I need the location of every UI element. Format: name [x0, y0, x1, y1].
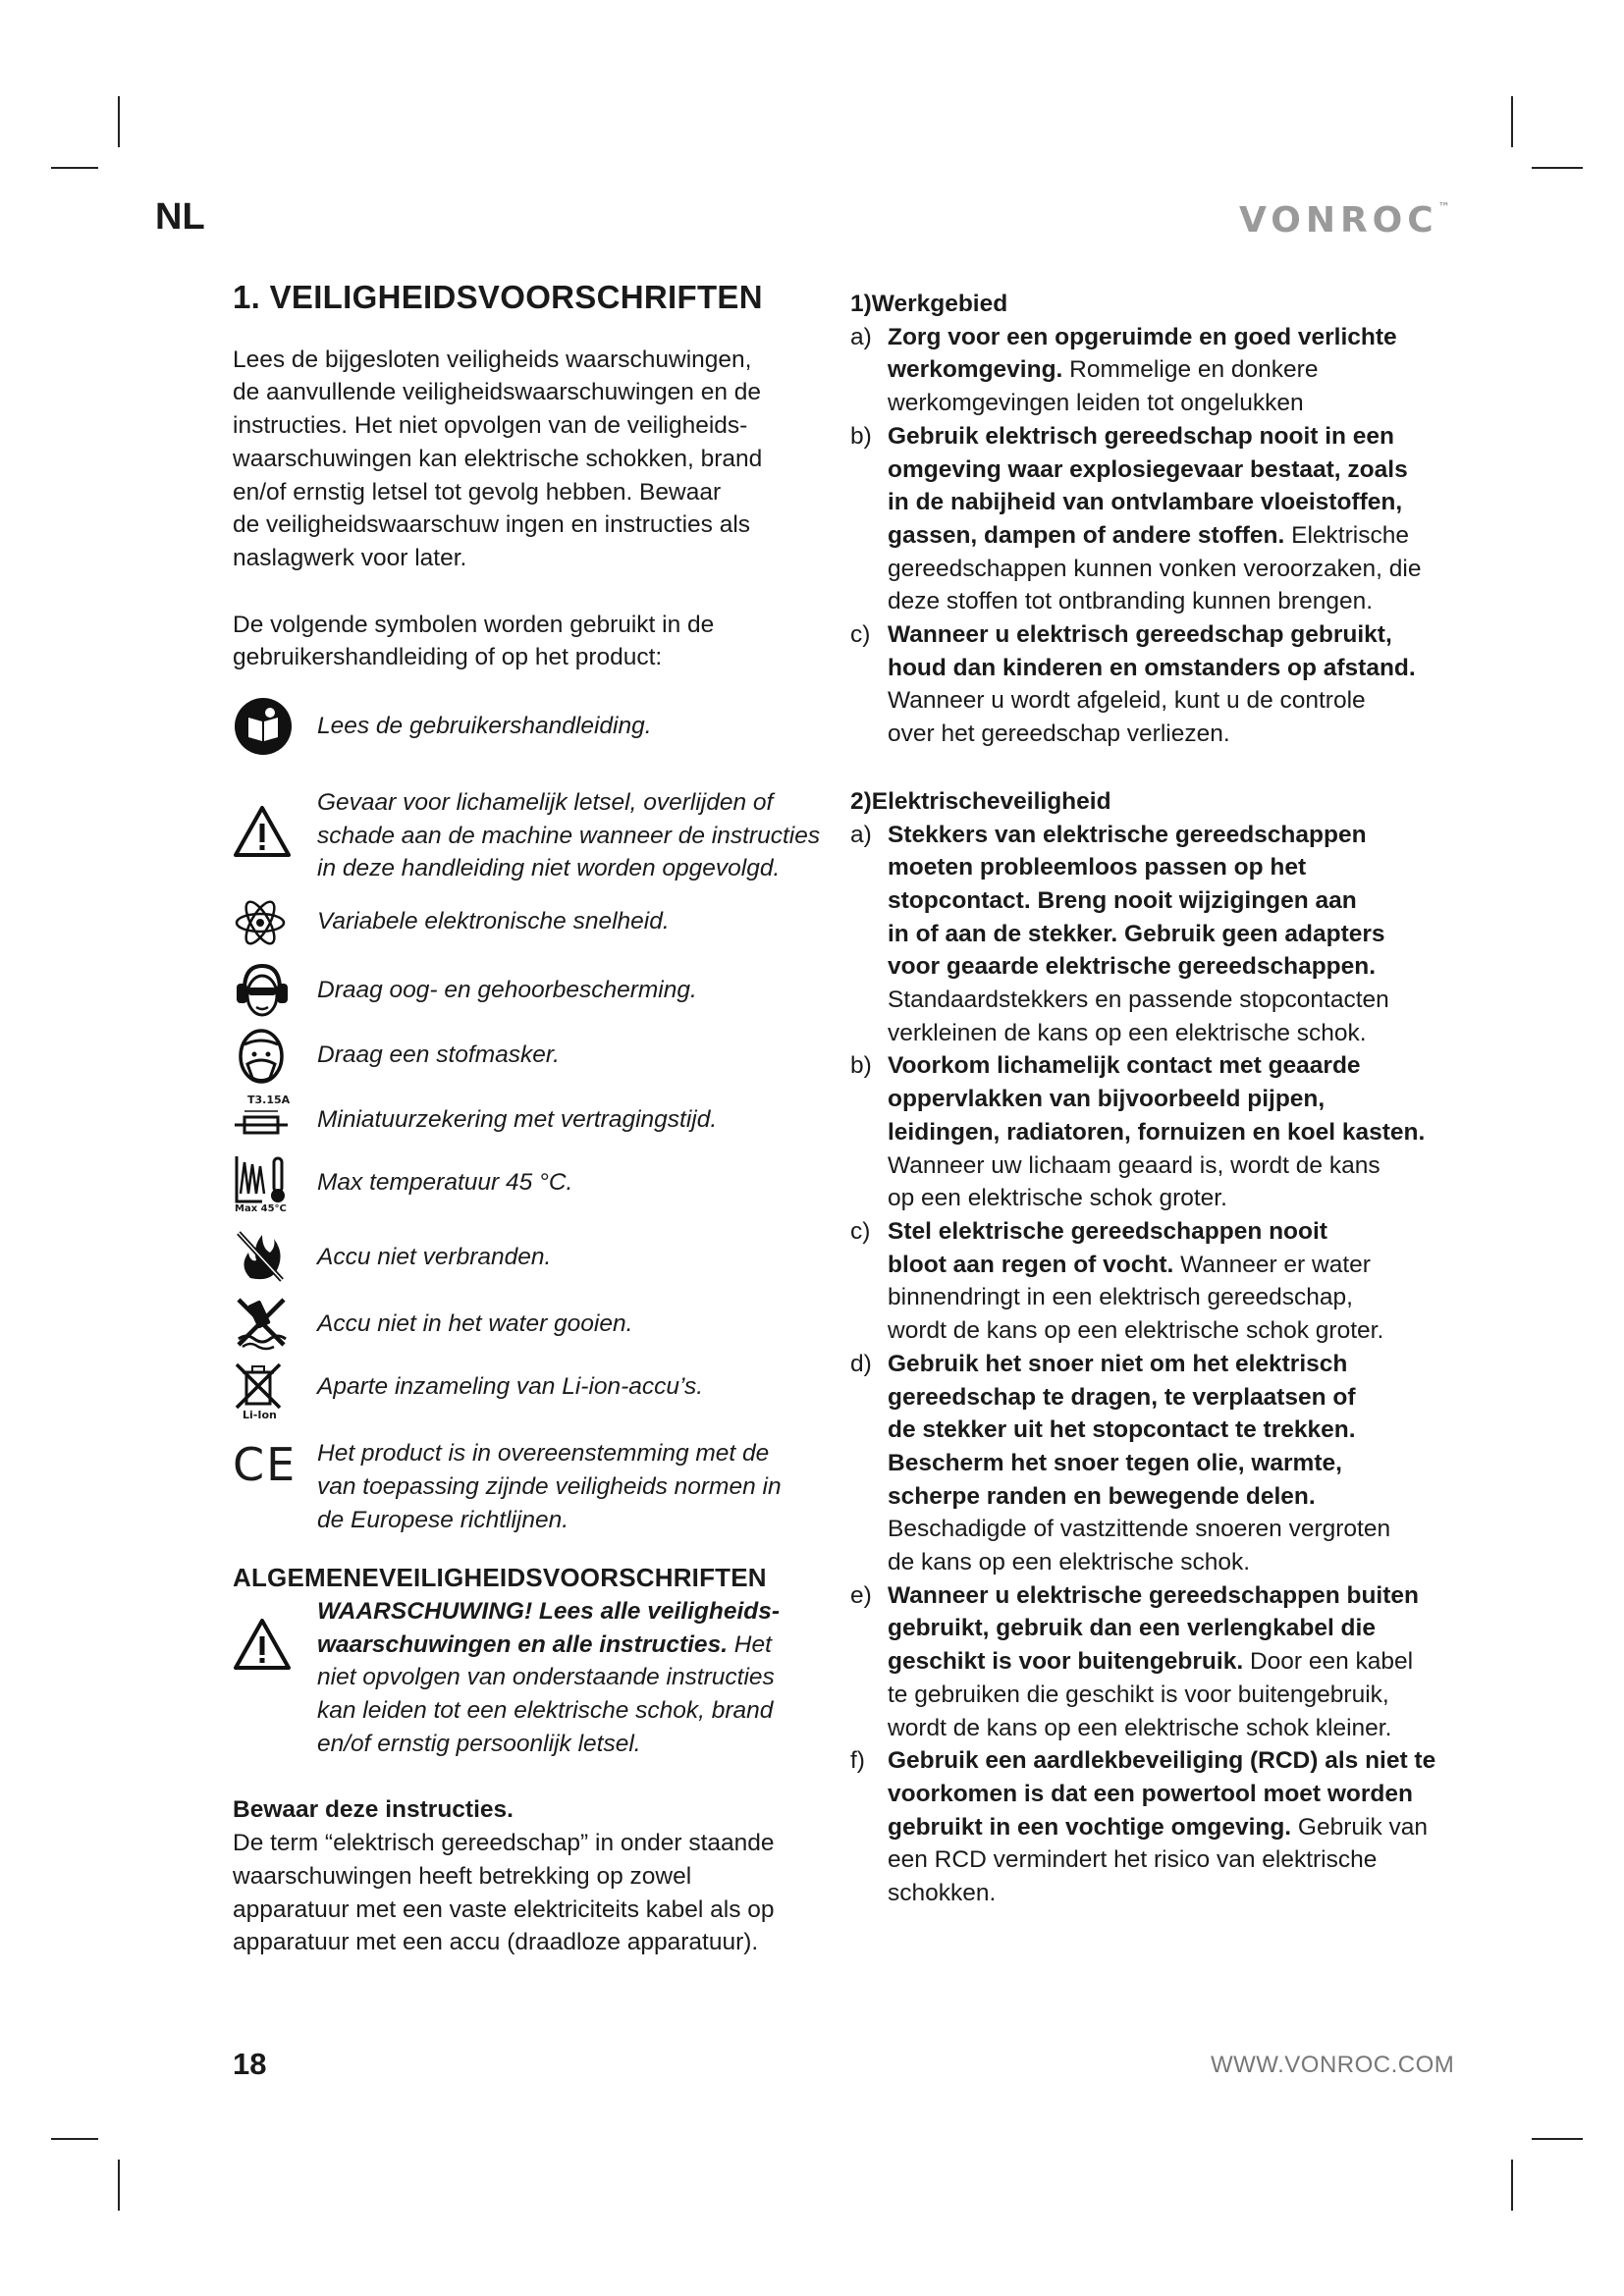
intro-paragraph [233, 344, 832, 575]
item-text: de kans op een elektrische schok. [888, 1549, 1251, 1576]
work-area-title: 1)Werkgebied [850, 291, 1008, 317]
weee-icon-label: Li-Ion [243, 1409, 277, 1422]
symbol-text: Draag een stofmasker. [317, 1041, 560, 1069]
item-bold-line: Stel elektrische gereedschappen nooit [888, 1217, 1327, 1245]
weee-li-ion-icon [233, 1361, 301, 1425]
crop-mark-bottom-left-h [51, 2138, 98, 2140]
dust-mask-icon [233, 1029, 301, 1088]
item-letter: b) [850, 422, 872, 450]
item-text: schokken. [888, 1880, 997, 1907]
website-link[interactable]: WWW.VONROC.COM [1211, 2052, 1455, 2078]
item-bold-line: Bescherm het snoer tegen olie, warmte, [888, 1449, 1342, 1476]
fuse-icon-label: T3.15A [247, 1094, 291, 1107]
symbols-intro [233, 609, 832, 674]
item-text: Gebruik van [1291, 1813, 1429, 1841]
warning-text: kan leiden tot een elektrische schok, brand [317, 1697, 774, 1725]
crop-mark-bottom-right-v [1511, 2160, 1513, 2211]
intro-line: naslagwerk voor later. [233, 544, 467, 571]
ce-mark-text: CE [233, 1438, 298, 1492]
no-water-battery-icon [233, 1294, 301, 1351]
item-bold-line: scherpe randen en bewegende delen. [888, 1482, 1316, 1510]
symbol-text: Aparte inzameling van Li-ion-accu’s. [317, 1373, 704, 1401]
item-bold-line: in of aan de stekker. Gebruik geen adapters [888, 920, 1385, 947]
symbol-text: Gevaar voor lichamelijk letsel, overlijden of [317, 789, 774, 817]
intro-line: de veiligheidswaarschuw ingen en instructies als [233, 511, 751, 539]
eye-ear-protection-icon [233, 962, 301, 1019]
symbol-weee-li-ion [233, 1361, 832, 1425]
electrical-item-c [850, 1215, 1464, 1348]
symbol-eye-ear-protection [233, 962, 832, 1019]
electrical-item-d [850, 1348, 1464, 1579]
max-temperature-icon-label: Max 45°C [235, 1203, 287, 1215]
page-title: 1. VEILIGHEIDSVOORSCHRIFTEN [233, 279, 763, 315]
brand-logo [1239, 200, 1450, 240]
symbol-fuse [233, 1094, 832, 1141]
intro-line: instructies. Het niet opvolgen van de veiligheids- [233, 412, 748, 440]
ce-mark-icon [233, 1437, 301, 1492]
item-text: Elektrische [1284, 521, 1409, 549]
item-bold-line: Wanneer u elektrisch gereedschap gebruikt, [888, 621, 1392, 649]
item-bold-line: omgeving waar explosiegevaar bestaat, zoals [888, 455, 1408, 483]
item-letter: a) [850, 821, 872, 848]
intro-line: de aanvullende veiligheidswaarschuwingen en de [233, 379, 762, 406]
electrical-item-a [850, 819, 1464, 1050]
fuse-icon [233, 1094, 301, 1141]
warning-text: niet opvolgen van onderstaande instructies [317, 1664, 775, 1691]
item-bold-line: gebruikt in een vochtige omgeving. [888, 1813, 1292, 1841]
symbol-ce [233, 1437, 832, 1536]
item-bold-line: Voorkom lichamelijk contact met geaarde [888, 1052, 1361, 1080]
symbol-text: Accu niet in het water gooien. [317, 1310, 633, 1338]
keep-instructions-title: Bewaar deze instructies. [233, 1796, 514, 1824]
item-letter: a) [850, 323, 872, 350]
symbol-text: in deze handleiding niet worden opgevolgd. [317, 855, 781, 882]
intro-line: Lees de bijgesloten veiligheids waarschuwingen, [233, 346, 752, 373]
item-bold-line: voorkomen is dat een powertool moet worden [888, 1780, 1413, 1807]
item-bold-line: moeten probleemloos passen op het [888, 854, 1307, 881]
symbol-text: Miniatuurzekering met vertragingstijd. [317, 1106, 718, 1134]
item-bold-line: houd dan kinderen en omstanders op afstand. [888, 654, 1416, 681]
keep-line: waarschuwingen heeft betrekking op zowel [233, 1862, 692, 1890]
item-text: Rommelige en donkere [1062, 356, 1319, 384]
symbol-no-water [233, 1294, 832, 1351]
item-bold-line: geschikt is voor buitengebruik. [888, 1648, 1244, 1676]
crop-mark-top-right-v [1511, 96, 1513, 147]
item-bold-line: voor geaarde elektrische gereedschappen. [888, 953, 1377, 981]
symbol-text: Accu niet verbranden. [317, 1244, 552, 1271]
item-bold-line: stopcontact. Breng nooit wijzigingen aan [888, 886, 1357, 914]
item-bold-line: Zorg voor een opgeruimde en goed verlichte [888, 323, 1397, 350]
item-text: Wanneer er water [1173, 1251, 1371, 1278]
item-text: wordt de kans op een elektrische schok kleiner. [888, 1714, 1392, 1741]
item-letter: c) [850, 1217, 871, 1245]
symbol-dust-mask [233, 1029, 832, 1088]
crop-mark-top-left-v [118, 96, 120, 147]
no-burn-battery-icon [233, 1227, 301, 1284]
warning-text: Het [728, 1630, 772, 1658]
electrical-item-b [850, 1049, 1464, 1215]
item-letter: f) [850, 1747, 865, 1775]
symbol-text: Het product is in overeenstemming met de [317, 1440, 770, 1468]
work-area-item-c [850, 618, 1464, 751]
warning-bold-line: WAARSCHUWING! Lees alle veiligheids- [317, 1597, 781, 1625]
warning-text: en/of ernstig persoonlijk letsel. [317, 1730, 641, 1757]
language-code: NL [155, 196, 205, 238]
item-bold-line: oppervlakken van bijvoorbeeld pijpen, [888, 1086, 1326, 1113]
symbols-intro-line: gebruikershandleiding of op het product: [233, 644, 663, 671]
item-letter: d) [850, 1350, 872, 1377]
item-text: Beschadigde of vastzittende snoeren vergroten [888, 1516, 1391, 1543]
symbol-text: van toepassing zijnde veiligheids normen in [317, 1472, 782, 1500]
warning-bold-line: waarschuwingen en alle instructies. [317, 1630, 728, 1658]
item-text: een RCD vermindert het risico van elektrische [888, 1846, 1378, 1874]
item-text: Door een kabel [1243, 1648, 1414, 1676]
item-bold-line: gereedschap te dragen, te verplaatsen of [888, 1383, 1356, 1411]
symbol-text: de Europese richtlijnen. [317, 1506, 569, 1533]
brand-trademark: ™ [1437, 200, 1450, 214]
max-temperature-icon [233, 1152, 301, 1217]
left-column [233, 281, 832, 1959]
crop-mark-top-right-h [1532, 167, 1583, 169]
item-bold-line: Wanneer u elektrische gereedschappen buiten [888, 1581, 1419, 1609]
item-bold-line: werkomgeving. [888, 356, 1063, 384]
item-text: gereedschappen kunnen vonken veroorzaken, die [888, 555, 1422, 582]
intro-line: en/of ernstig letsel tot gevolg hebben. Bewaar [233, 478, 722, 506]
general-safety-title: ALGEMENEVEILIGHEIDSVOORSCHRIFTEN [233, 1563, 767, 1593]
work-area-item-a [850, 321, 1464, 420]
item-text: Wanneer u wordt afgeleid, kunt u de controle [888, 687, 1366, 715]
symbol-text: schade aan de machine wanneer de instructies [317, 822, 821, 849]
work-area-item-b [850, 420, 1464, 618]
item-text: Wanneer uw lichaam geaard is, wordt de kans [888, 1151, 1380, 1179]
item-bold-line: Gebruik elektrisch gereedschap nooit in een [888, 422, 1395, 450]
keep-line: apparatuur met een accu (draadloze apparatuur). [233, 1929, 759, 1956]
item-bold-line: gassen, dampen of andere stoffen. [888, 521, 1285, 549]
item-text: over het gereedschap verliezen. [888, 721, 1230, 748]
general-warning [233, 1595, 832, 1761]
item-bold-line: Gebruik een aardlekbeveiliging (RCD) als niet te [888, 1747, 1436, 1775]
item-bold-line: bloot aan regen of vocht. [888, 1251, 1174, 1278]
brand-logo-text: VONROC [1239, 200, 1438, 240]
item-text: wordt de kans op een elektrische schok groter. [888, 1317, 1384, 1345]
item-text: werkomgevingen leiden tot ongelukken [888, 390, 1304, 417]
warning-triangle-icon [233, 786, 301, 859]
electrical-item-f [850, 1744, 1464, 1910]
symbol-warning [233, 786, 832, 885]
item-bold-line: in de nabijheid van ontvlambare vloeistoffen, [888, 489, 1403, 516]
electrical-item-e [850, 1579, 1464, 1745]
item-text: verkleinen de kans op een elektrische schok. [888, 1019, 1367, 1046]
symbols-intro-line: De volgende symbolen worden gebruikt in de [233, 611, 715, 638]
item-text: Standaardstekkers en passende stopcontacten [888, 987, 1389, 1014]
item-bold-line: leidingen, radiatoren, fornuizen en koel kasten. [888, 1118, 1426, 1146]
item-bold-line: de stekker uit het stopcontact te trekken. [888, 1416, 1356, 1444]
symbol-read-manual [233, 696, 832, 757]
item-letter: e) [850, 1581, 872, 1609]
crop-mark-bottom-right-h [1532, 2138, 1583, 2140]
electrical-safety-title: 2)Elektrischeveiligheid [850, 787, 1111, 815]
item-bold-line: Gebruik het snoer niet om het elektrisch [888, 1350, 1348, 1377]
item-letter: c) [850, 621, 871, 649]
item-text: binnendringt in een elektrisch gereedschap, [888, 1284, 1353, 1311]
item-text: deze stoffen tot ontbranding kunnen brengen. [888, 588, 1374, 615]
intro-line: waarschuwingen kan elektrische schokken, brand [233, 445, 763, 472]
warning-triangle-icon [233, 1595, 301, 1672]
crop-mark-top-left-h [51, 167, 98, 169]
symbol-text: Lees de gebruikershandleiding. [317, 713, 652, 740]
item-text: te gebruiken die geschikt is voor buitengebruik, [888, 1681, 1389, 1708]
read-manual-icon [233, 696, 301, 757]
crop-mark-bottom-left-v [118, 2160, 120, 2211]
right-column [850, 288, 1464, 1910]
page-number: 18 [233, 2047, 267, 2081]
keep-line: apparatuur met een vaste elektriciteits kabel als op [233, 1896, 775, 1923]
variable-speed-icon [233, 895, 301, 950]
symbol-no-burn [233, 1227, 832, 1284]
item-text: op een elektrische schok groter. [888, 1185, 1227, 1212]
symbol-variable-speed [233, 895, 832, 950]
symbol-max-temperature [233, 1152, 832, 1217]
symbol-text: Draag oog- en gehoorbescherming. [317, 977, 697, 1004]
symbol-text: Variabele elektronische snelheid. [317, 908, 670, 935]
item-bold-line: gebruikt, gebruik dan een verlengkabel die [888, 1615, 1376, 1642]
keep-line: De term “elektrisch gereedschap” in onder staande [233, 1830, 775, 1857]
item-letter: b) [850, 1052, 872, 1080]
item-bold-line: Stekkers van elektrische gereedschappen [888, 821, 1367, 848]
symbol-text: Max temperatuur 45 °C. [317, 1169, 573, 1197]
